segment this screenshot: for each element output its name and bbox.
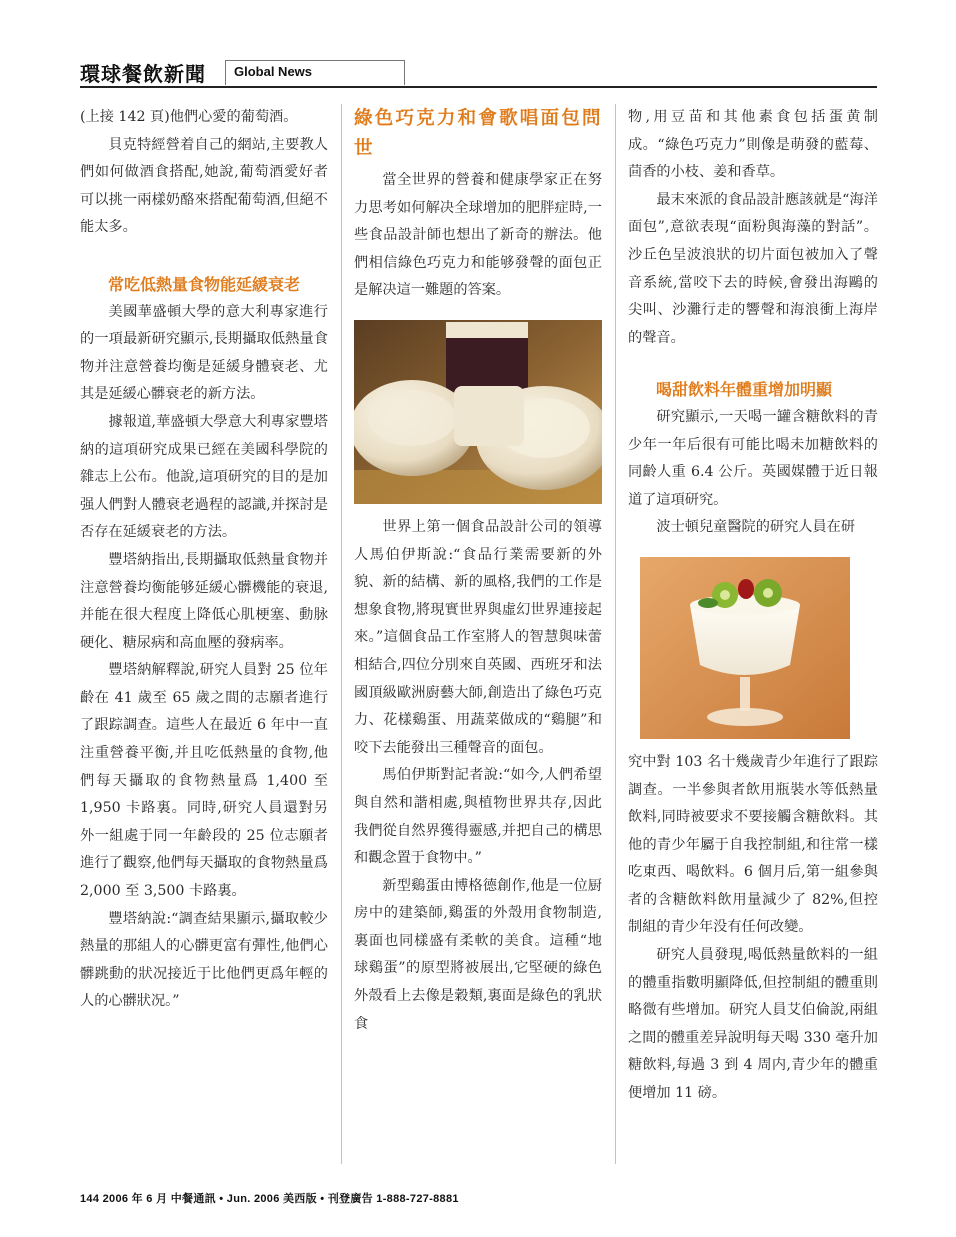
paragraph: (上接 142 頁)他們心愛的葡萄酒。 (80, 109, 298, 125)
column-divider (341, 104, 342, 1164)
paragraph: 豐塔納說:“調查結果顯示,攝取較少熱量的那組人的心髒更富有彈性,他們心髒跳動的狀况接近于比他們更爲年輕的人的心髒狀况。” (80, 910, 328, 1010)
article-heading: 喝甜飲料年體重增加明顯 (656, 380, 833, 400)
paragraph: 豐塔納解釋說,研究人員對 25 位年齡在 41 歲至 65 歲之間的志願者進行了跟踪調查。這些人在最近 6 年中一直注重營養平衡,并且吃低熱量的食物,他們每天攝取的食物熱量爲 1,400 至 1,950 卡路裏。同時,研究人員還對另外一組處于同一年齡段的 25 位志願者進行了觀察,他們每天攝取的食物熱量爲 2,000 至 3,500 卡路裏。 (80, 662, 328, 900)
column-divider (615, 104, 616, 1164)
paragraph: 物,用豆苗和其他素食包括蛋黄制成。“綠色巧克力”則像是萌發的藍莓、茴香的小枝、姜和香草。 (628, 109, 878, 181)
masthead-section-box (225, 60, 405, 85)
paragraph: 貝克特經營着自己的網站,主要教人們如何做酒食搭配,她說,葡萄酒愛好者可以挑一兩樣奶酪來搭配葡萄酒,但絕不能太多。 (80, 136, 328, 236)
page-footer: 144 2006 年 6 月 中餐通訊 • Jun. 2006 美西版 • 刊登廣告 1-888-727-8881 (80, 1193, 459, 1205)
paragraph: 波士頓兒童醫院的研究人員在研 (656, 519, 856, 536)
paragraph: 研究人員發現,喝低熱量飲料的一組的體重指數明顯降低,但控制組的體重則略微有些增加。研究人員艾伯倫說,兩組之間的體重差异說明每天喝 330 毫升加糖飲料,每過 3 到 4 周内,青少年的體重便增加 11 磅。 (628, 947, 878, 1102)
paragraph: 研究顯示,一天喝一罐含糖飲料的青少年一年后很有可能比喝未加糖飲料的同齡人重 6.4 公斤。英國媒體于近日報道了這項研究。 (628, 408, 878, 508)
paragraph: 美國華盛頓大學的意大利專家進行的一項最新研究顯示,長期攝取低熱量食物并注意營養均衡是延緩身體衰老、尤其是延緩心髒衰老的新方法。 (80, 303, 328, 403)
paragraph: 當全世界的營養和健康學家正在努力思考如何解决全球增加的肥胖症時,一些食品設計師也想出了新奇的辦法。他們相信綠色巧克力和能够發聲的面包正是解决這一難題的答案。 (354, 172, 602, 299)
masthead-title-en: Global News (234, 64, 313, 79)
paragraph: 馬伯伊斯對記者說:“如今,人們希望與自然和諧相處,與植物世界共存,因此我們從自然界獲得靈感,并把自己的構思和觀念置于食物中。” (354, 767, 602, 867)
paragraph: 據報道,華盛頓大學意大利專家豐塔納的這項研究成果已經在美國科學院的雜志上公布。他說,這項研究的目的是加强人們對人體衰老過程的認識,并探討是否存在延緩衰老的方法。 (80, 413, 328, 541)
paragraph: 世界上第一個食品設計公司的領導人馬伯伊斯說:“食品行業需要新的外貌、新的結構、新的風格,我們的工作是想象食物,將現實世界與虛幻世界連接起來。”這個食品工作室將人的智慧與味蕾相結合,四位分別來自英國、西班牙和法國頂級歐洲廚藝大師,創造出了綠色巧克力、花樣鷄蛋、用蔬菜做成的“鷄腿”和咬下去能發出三種聲音的面包。 (354, 518, 602, 756)
paragraph: 究中對 103 名十幾歲青少年進行了跟踪調查。一半參與者飲用瓶裝水等低熱量飲料,同時被要求不要接觸含糖飲料。其他的青少年屬于自我控制組,和往常一樣吃東西、喝飲料。6 個月后,第一組參與者的含糖飲料飲用量減少了 82%,但控制組的青少年没有任何改變。 (628, 753, 878, 936)
article-heading: 常吃低熱量食物能延緩衰老 (108, 274, 301, 294)
column-middle (354, 104, 602, 1038)
masthead-title-cn: 環球餐飲新聞 (80, 62, 206, 86)
masthead (80, 58, 880, 86)
paragraph: 豐塔納指出,長期攝取低熱量食物并注意營養均衡能够延緩心髒機能的衰退,并能在很大程度上降低心肌梗塞、動脉硬化、糖尿病和高血壓的發病率。 (80, 551, 328, 651)
paragraph: 最末來派的食品設計應該就是“海洋面包”,意欲表現“面粉與海藻的對話”。沙丘色呈波浪狀的切片面包被加入了聲音系統,當咬下去的時候,會發出海鷗的尖叫、沙灘行走的響聲和海浪衝上海岸的聲音。 (628, 191, 878, 346)
column-left (80, 104, 328, 1016)
dessert-photo (640, 557, 850, 739)
paragraph: 新型鷄蛋由博格德創作,他是一位厨房中的建築師,鷄蛋的外殼用食物制造,裏面也同樣盛有柔軟的美食。這種“地球鷄蛋”的原型將被展出,它堅硬的綠色外殼看上去像是穀類,裏面是綠色的乳狀食 (354, 877, 602, 1032)
column-right (628, 104, 878, 1108)
mooncake-photo (354, 320, 602, 504)
header-rule (80, 86, 877, 88)
article-heading: 綠色巧克力和會歌唱面包問世 (354, 108, 602, 159)
